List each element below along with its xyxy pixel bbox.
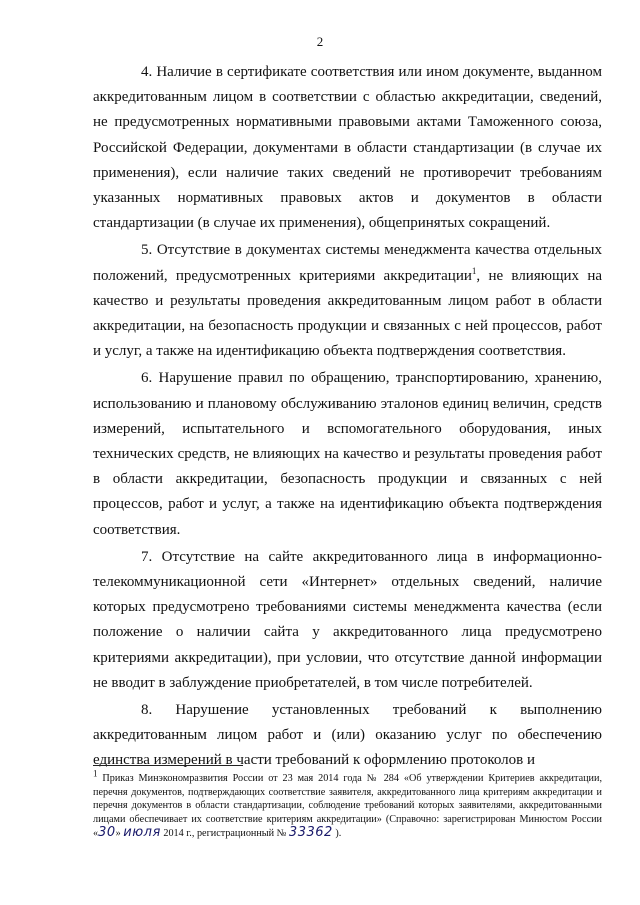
footnote-text-end: ).	[332, 828, 342, 840]
footnote-text-mid1: »	[115, 828, 124, 840]
handwritten-day: 30	[98, 825, 116, 841]
footnote-reference[interactable]: 1	[471, 265, 477, 276]
paragraph-6: 6. Нарушение правил по обращению, транспортированию, хранению, использованию и плановому обслуживанию эталонов единиц величин, средств измерений, испытательного и вспомогательного оборудования, иных технических средств, не влияющих на качество и результаты проведения работ в области аккредитации, безопасность продукции и связанных с ней процессов, работ и услуг, а также на идентификацию объекта подтверждения соответствия.	[93, 370, 602, 538]
paragraph-8: 8. Нарушение установленных требований к выполнению аккредитованным лицом работ и (или) оказанию услуг по обеспечению единства измерений в части требований к оформлению протоколов и	[93, 702, 602, 769]
paragraph-7: 7. Отсутствие на сайте аккредитованного лица в информационно-телекоммуникационной сети «Интернет» отдельных сведений, наличие которых предусмотрено требованиями системы менеджмента качества (если положение о наличии сайта у аккредитованного лица предусмотрено критериями аккредитации), при условии, что отсутствие данной информации не вводит в заблуждение приобретателей, в том числе потребителей.	[93, 548, 602, 691]
handwritten-registration-number: 33362	[288, 825, 333, 841]
document-body	[93, 60, 602, 774]
handwritten-month: июля	[123, 825, 161, 841]
footnote	[93, 768, 602, 841]
footnote-divider	[93, 765, 243, 766]
paragraph-5	[93, 238, 602, 364]
footnote-marker: 1	[93, 768, 98, 779]
footnote-text: Приказ Минэкономразвития России от 23 мая 2014 года № 284 «Об утверждении Критериев аккредитации, перечня документов, подтверждающих соответствие заявителя, аккредитованного лица критериям аккредитации и перечня документов в области стандартизации, соблюдение требований которых заявителями, аккредитованными лицами обеспечивает их соответствие критериям аккредитации» (Справочно: зарегистрирован Минюстом России «	[93, 773, 602, 840]
paragraph-5-text-end: , не влияющих на качество и результаты проведения аккредитованным лицом работ в области аккредитации, на безопасность продукции и связанных с ней процессов, работ и услуг, а также на идентификацию объекта подтверждения соответствия.	[93, 267, 602, 360]
paragraph-4: 4. Наличие в сертификате соответствия или ином документе, выданном аккредитованным лицом в соответствии с областью аккредитации, сведений, не предусмотренных нормативными правовыми актами Таможенного союза, Российской Федерации, документами в области стандартизации (в случае их применения), если наличие таких сведений не противоречит требованиям указанных нормативных правовых актов и документов в области стандартизации (в случае их применения), общепринятых сокращений.	[93, 64, 602, 232]
page-number: 2	[316, 34, 324, 49]
footnote-text-mid2: 2014 г., регистрационный №	[160, 828, 289, 840]
paragraph-5-text-start: 5. Отсутствие в документах системы менеджмента качества отдельных положений, предусмотренных критериями аккредитации	[93, 242, 602, 284]
